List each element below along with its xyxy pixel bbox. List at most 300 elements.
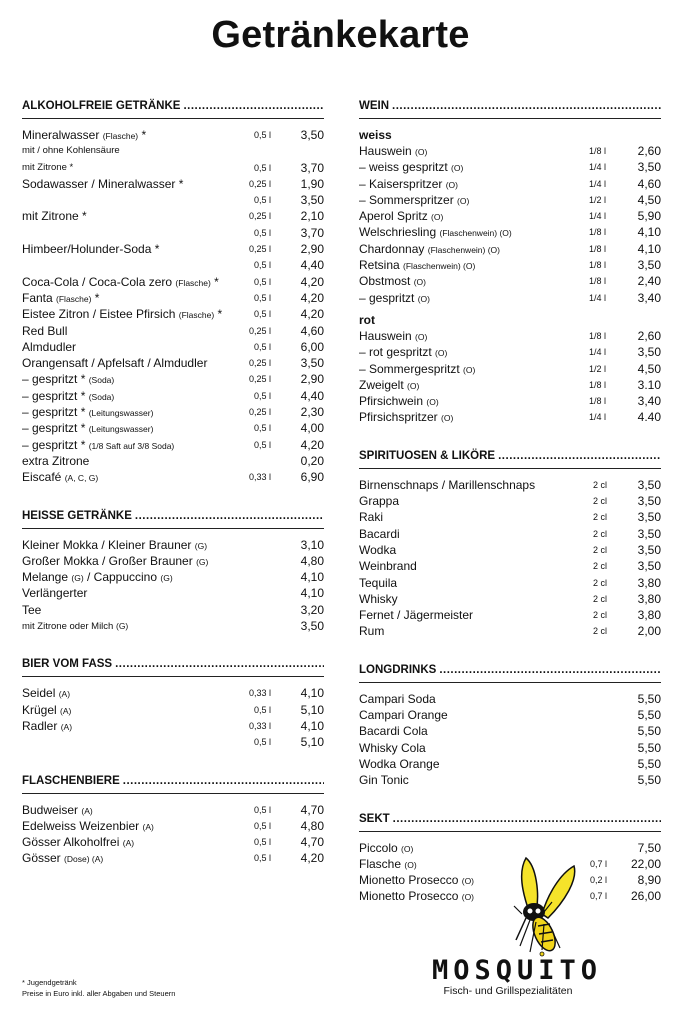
item-price: 4,50	[637, 192, 661, 207]
item-note: (Flasche)	[102, 131, 139, 141]
item-note: (O)	[445, 179, 458, 190]
menu-item	[22, 553, 324, 569]
item-name: Gin Tonic	[359, 773, 409, 788]
item-price: 5,50	[637, 773, 661, 788]
item-price: 3,50	[637, 542, 661, 557]
item-name: Mineralwasser (Flasche) *	[22, 128, 147, 142]
item-price: 4,40	[300, 388, 324, 403]
section-heisse-getraenke	[22, 506, 324, 635]
menu-item	[22, 702, 324, 718]
item-volume: 1/8 l	[588, 379, 606, 390]
item-price: 4,00	[300, 421, 324, 436]
item-name: – gespritzt * (Soda)	[22, 388, 115, 403]
menu-item	[22, 290, 324, 306]
item-price: 7,50	[637, 840, 661, 855]
item-volume: 1/8 l	[588, 227, 606, 238]
item-name: Krügel (A)	[22, 702, 72, 717]
item-note: (O)	[431, 212, 444, 223]
item-note: (1/8 Saft auf 3/8 Soda)	[88, 440, 175, 451]
item-name: Obstmost (O)	[359, 274, 426, 289]
menu-item	[359, 241, 661, 257]
menu-item	[359, 756, 661, 772]
menu-item	[359, 723, 661, 739]
item-name: Melange (G) / Cappuccino (G)	[22, 570, 173, 585]
item-price: 2,90	[300, 372, 324, 387]
item-price: 2,00	[637, 624, 661, 639]
item-name: Retsina (Flaschenwein) (O)	[359, 258, 476, 273]
section-heading: FLASCHENBIERE .....	[22, 771, 324, 791]
item-price: 4,80	[300, 553, 324, 568]
menu-item	[22, 469, 324, 485]
section-longdrinks	[359, 660, 661, 789]
item-volume: 2 cl	[592, 593, 607, 604]
item-name: – gespritzt (O)	[359, 290, 430, 305]
item-volume: 0,5 l	[253, 853, 271, 864]
item-price: 3,50	[637, 345, 661, 360]
item-volume: 0,5 l	[253, 260, 271, 271]
item-price: 4,10	[637, 241, 661, 256]
menu-item	[359, 707, 661, 723]
menu-item	[22, 818, 324, 834]
item-name: Fanta (Flasche) *	[22, 290, 100, 305]
item-name: Chardonnay (Flaschenwein) (O)	[359, 241, 501, 256]
item-name: – gespritzt * (Leitungswasser)	[22, 405, 154, 420]
page-title: Getränkekarte	[211, 14, 470, 56]
item-note: (O)	[401, 843, 414, 854]
item-price: 3,50	[637, 494, 661, 509]
menu-item	[22, 160, 324, 176]
section-divider	[22, 676, 324, 677]
item-note: (G)	[196, 556, 209, 567]
menu-item	[22, 850, 324, 866]
subheading-rot: rot	[359, 312, 375, 327]
item-note: (O)	[463, 364, 476, 375]
item-name: Almdudler	[22, 339, 77, 354]
item-name: Red Bull	[22, 323, 68, 338]
item-volume: 0,5 l	[253, 439, 271, 450]
item-volume: 1/4 l	[588, 211, 606, 222]
item-name: Mionetto Prosecco (O)	[359, 873, 475, 888]
logo-wordmark: MOSQUITO	[432, 955, 603, 986]
item-price: 3,80	[637, 608, 661, 623]
item-name: Eiscafé (A, C, G)	[22, 470, 99, 485]
item-volume: 0,5 l	[253, 837, 271, 848]
item-volume: 0,5 l	[253, 737, 271, 748]
item-volume: 0,5 l	[253, 130, 271, 140]
section-heading: SPIRITUOSEN & LIKÖRE .....	[359, 446, 661, 466]
item-name: Tee	[22, 602, 42, 617]
menu-item	[22, 437, 324, 453]
item-volume: 0,5 l	[253, 162, 271, 173]
footnote-youth-drink: * Jugendgetränk	[22, 978, 77, 987]
item-name: Orangensaft / Apfelsaft / Almdudler	[22, 356, 208, 371]
menu-item	[22, 274, 324, 290]
item-volume: 0,7 l	[589, 891, 607, 902]
item-name: extra Zitrone	[22, 453, 90, 468]
item-price: 5,50	[637, 740, 661, 755]
item-price: 3,70	[300, 225, 324, 240]
item-price: 3,80	[637, 591, 661, 606]
menu-item	[22, 585, 324, 601]
section-divider	[359, 118, 661, 119]
item-note: (O)	[415, 147, 428, 157]
item-volume: 1/4 l	[588, 292, 606, 303]
item-note: (Flaschenwein) (O)	[403, 261, 476, 272]
menu-item	[22, 718, 324, 734]
item-price: 5,10	[300, 702, 324, 717]
section-heading: BIER VOM FASS .....	[22, 654, 324, 674]
item-price: 3,50	[637, 160, 661, 175]
menu-item	[22, 257, 324, 273]
item-price: 3,50	[637, 526, 661, 541]
menu-item	[359, 526, 661, 542]
item-name: Edelweiss Weizenbier (A)	[22, 818, 154, 833]
menu-item	[22, 834, 324, 850]
section-flaschenbiere	[22, 771, 324, 867]
item-price: 0,20	[300, 453, 324, 468]
item-volume: 2 cl	[592, 512, 607, 523]
menu-item	[359, 159, 661, 175]
menu-item	[22, 241, 324, 257]
item-price: 3,50	[637, 510, 661, 525]
item-price: 3,50	[300, 128, 324, 142]
item-name: – gespritzt * (Leitungswasser)	[22, 421, 154, 436]
item-name: Bacardi	[359, 526, 400, 541]
item-name: Himbeer/Holunder-Soda *	[22, 242, 160, 257]
item-price: 26,00	[630, 889, 661, 904]
menu-item	[359, 290, 661, 306]
item-volume: 1/8 l	[588, 243, 606, 254]
item-price: 2,60	[637, 144, 661, 158]
menu-item	[359, 192, 661, 208]
menu-item	[22, 802, 324, 818]
left-column	[22, 96, 324, 867]
item-note: (A)	[58, 689, 71, 700]
item-note: (Leitungswasser)	[88, 408, 154, 419]
menu-item	[359, 257, 661, 273]
item-price: 3,50	[300, 193, 324, 208]
item-volume: 1/8 l	[588, 330, 606, 341]
item-volume: 1/2 l	[588, 194, 606, 205]
item-price: 5,50	[637, 691, 661, 706]
item-price: 3,50	[637, 559, 661, 574]
menu-item	[22, 602, 324, 618]
item-name: Gösser (Dose) (A)	[22, 851, 104, 866]
section-divider	[22, 118, 324, 119]
item-price: 4,70	[300, 802, 324, 817]
menu-item	[359, 772, 661, 788]
item-note: (O)	[417, 293, 430, 304]
item-volume: 1/8 l	[588, 396, 606, 407]
item-note: (Flaschenwein) (O)	[427, 244, 501, 255]
section-divider	[359, 682, 661, 683]
item-name: – Sommergespritzt (O)	[359, 361, 476, 376]
item-price: 3.10	[637, 377, 661, 392]
item-price: 4,60	[300, 323, 324, 338]
item-price: 2,10	[300, 209, 324, 224]
item-volume: 0,25 l	[248, 374, 271, 385]
item-note: (A)	[60, 705, 72, 716]
item-volume: 0,33 l	[248, 472, 271, 483]
item-price: 4,20	[300, 307, 324, 322]
menu-item	[359, 509, 661, 525]
item-note: (O)	[407, 380, 420, 391]
item-volume: 1/4 l	[588, 162, 606, 173]
logo-tagline: Fisch- und Grillspezialitäten	[443, 985, 573, 997]
item-name: Hauswein (O)	[359, 144, 428, 158]
item-price: 4,20	[300, 437, 324, 452]
item-note: (Soda)	[88, 391, 115, 402]
item-name: Sodawasser / Mineralwasser *	[22, 176, 184, 191]
item-name: – rot gespritzt (O)	[359, 345, 448, 360]
menu-item	[359, 143, 661, 159]
item-name: Birnenschnaps / Marillenschnaps	[359, 477, 536, 492]
item-price: 1,90	[300, 176, 324, 191]
section-divider	[359, 831, 661, 832]
item-price: 3,20	[300, 602, 324, 617]
section-divider	[22, 528, 324, 529]
menu-item	[359, 377, 661, 393]
item-price: 3,40	[637, 290, 661, 305]
item-price: 3,50	[300, 619, 324, 634]
item-volume: 1/8 l	[588, 276, 606, 287]
item-price: 5,50	[637, 756, 661, 771]
item-note: (Flasche)	[56, 293, 92, 304]
menu-item	[22, 404, 324, 420]
subheading-weiss: weiss	[359, 128, 392, 142]
item-name: Pfirsichwein (O)	[359, 394, 439, 409]
section-wein	[359, 96, 661, 426]
item-note: (O)	[441, 413, 454, 424]
item-name: Bacardi Cola	[359, 724, 428, 739]
item-price: 4,10	[300, 570, 324, 585]
menu-item	[359, 176, 661, 192]
item-name: mit Zitrone *	[22, 209, 87, 224]
section-bier-vom-fass	[22, 654, 324, 750]
item-price: 4,10	[300, 718, 324, 733]
item-price: 22,00	[630, 856, 661, 871]
item-note: (O)	[461, 892, 475, 903]
item-name: Verlängerter	[22, 586, 88, 601]
item-volume: 0,5 l	[253, 341, 271, 352]
item-note: (A)	[142, 821, 154, 832]
item-name: Flasche (O)	[359, 856, 417, 871]
menu-item	[22, 208, 324, 224]
item-price: 4,50	[637, 361, 661, 376]
item-price: 2,60	[637, 328, 661, 343]
item-price: 5,50	[637, 724, 661, 739]
item-name: Weinbrand	[359, 559, 417, 574]
item-price: 3,80	[637, 575, 661, 590]
item-name: Gösser Alkoholfrei (A)	[22, 835, 135, 850]
menu-item	[359, 393, 661, 409]
item-name: mit Zitrone oder Milch (G)	[22, 621, 129, 633]
item-volume: 0,25 l	[248, 358, 271, 369]
item-volume: 0,5 l	[253, 820, 271, 831]
menu-item	[22, 569, 324, 585]
item-note: (O)	[435, 348, 448, 359]
right-column	[359, 96, 661, 905]
item-price: 4,80	[300, 818, 324, 833]
item-volume: 1/8 l	[588, 146, 606, 156]
item-name: Fernet / Jägermeister	[359, 608, 474, 623]
menu-item	[22, 323, 324, 339]
item-volume: 0,25 l	[248, 407, 271, 418]
menu-item	[359, 273, 661, 289]
item-price: 2,40	[637, 274, 661, 289]
item-price: 2,30	[300, 405, 324, 420]
item-name: Hauswein (O)	[359, 328, 428, 343]
item-price: 3,40	[637, 394, 661, 409]
item-name: mit / ohne Kohlensäure	[22, 145, 120, 157]
item-name: – gespritzt * (1/8 Saft auf 3/8 Soda)	[22, 437, 175, 452]
item-volume: 2 cl	[592, 561, 607, 572]
item-price: 4,70	[300, 835, 324, 850]
menu-item	[359, 361, 661, 377]
menu-item	[359, 591, 661, 607]
item-note: (Dose) (A)	[64, 854, 104, 865]
item-price: 4,20	[300, 274, 324, 289]
item-price: 4,10	[300, 686, 324, 701]
footnote-prices: Preise in Euro inkl. aller Abgaben und Steuern	[22, 989, 176, 998]
menu-item	[359, 328, 661, 344]
item-volume: 0,5 l	[253, 309, 271, 320]
item-price: 6,00	[300, 339, 324, 354]
menu-item	[22, 453, 324, 469]
item-name: Kleiner Mokka / Kleiner Brauner (G)	[22, 537, 208, 552]
item-volume: 2 cl	[592, 496, 607, 507]
menu-item	[22, 388, 324, 404]
menu-item	[22, 537, 324, 553]
menu-item	[359, 623, 661, 639]
item-name: Whisky	[359, 591, 398, 606]
item-volume: 0,5 l	[253, 292, 271, 303]
item-volume: 0,2 l	[589, 875, 607, 886]
item-name: – Sommerspritzer (O)	[359, 192, 470, 207]
item-price: 4.40	[637, 410, 661, 425]
menu-item	[22, 734, 324, 750]
item-name: – Kaiserspritzer (O)	[359, 176, 458, 191]
menu-item	[359, 691, 661, 707]
item-volume: 2 cl	[592, 528, 607, 539]
item-note: (O)	[451, 163, 464, 174]
item-volume: 0,33 l	[248, 688, 271, 699]
item-volume: 0,5 l	[253, 423, 271, 434]
item-note: (Flasche)	[175, 277, 211, 288]
menu-item	[359, 558, 661, 574]
menu-item	[22, 225, 324, 241]
menu-item	[359, 477, 661, 493]
item-price: 3,50	[300, 356, 324, 371]
item-volume: 0,25 l	[248, 178, 271, 189]
item-name: Wodka Orange	[359, 756, 440, 771]
item-note: (Soda)	[88, 375, 115, 386]
section-spirituosen	[359, 446, 661, 640]
item-name: Rum	[359, 624, 385, 639]
item-price: 4,60	[637, 176, 661, 191]
item-price: 5,10	[300, 735, 324, 750]
item-name: Radler (A)	[22, 718, 73, 733]
item-price: 4,20	[300, 851, 324, 866]
item-price: 6,90	[300, 470, 324, 485]
section-heading: HEISSE GETRÄNKE .....	[22, 506, 324, 526]
item-price: 8,90	[637, 873, 661, 888]
item-volume: 2 cl	[592, 577, 607, 588]
item-volume: 2 cl	[592, 479, 607, 490]
menu-item	[359, 344, 661, 360]
item-name: Tequila	[359, 575, 398, 590]
menu-item	[22, 618, 324, 634]
section-heading: ALKOHOLFREIE GETRÄNKE .....	[22, 96, 324, 116]
menu-item	[22, 143, 324, 159]
item-volume: 0,33 l	[248, 720, 271, 731]
item-name: Mionetto Prosecco (O)	[359, 889, 475, 904]
section-heading: WEIN .....	[359, 96, 661, 116]
menu-item	[359, 542, 661, 558]
item-volume: 2 cl	[592, 544, 607, 555]
item-name: Eistee Zitron / Eistee Pfirsich (Flasche) *	[22, 307, 223, 322]
item-name: Campari Soda	[359, 691, 436, 706]
item-volume: 0,5 l	[253, 390, 271, 401]
item-note: (A)	[60, 721, 73, 732]
item-volume: 0,5 l	[253, 227, 271, 238]
item-volume: 1/2 l	[588, 363, 606, 374]
item-name: Budweiser (A)	[22, 802, 93, 817]
item-note: (A)	[81, 805, 93, 816]
item-name: Welschriesling (Flaschenwein) (O)	[359, 225, 512, 240]
item-price: 3,50	[637, 258, 661, 273]
item-name: mit Zitrone *	[22, 161, 74, 173]
menu-item	[359, 575, 661, 591]
item-note: (O)	[404, 859, 417, 870]
item-volume: 0,5 l	[253, 704, 271, 715]
item-name: Großer Mokka / Großer Brauner (G)	[22, 553, 209, 568]
item-note: (Leitungswasser)	[88, 424, 154, 435]
item-price: 4,10	[637, 225, 661, 240]
menu-item	[359, 409, 661, 425]
item-name: Grappa	[359, 494, 400, 509]
item-volume: 0,25 l	[248, 244, 271, 255]
menu-item	[359, 740, 661, 756]
menu-item	[22, 306, 324, 322]
item-note: (O)	[413, 277, 426, 288]
item-name: – weiss gespritzt (O)	[359, 160, 464, 175]
item-price: 4,10	[300, 586, 324, 601]
item-price: 3,50	[637, 477, 661, 492]
item-volume: 1/4 l	[588, 412, 606, 423]
item-price: 2,90	[300, 242, 324, 257]
item-price: 5,50	[637, 708, 661, 723]
menu-item	[22, 127, 324, 143]
menu-item	[359, 607, 661, 623]
item-note: (O)	[415, 331, 428, 342]
item-price: 5,90	[637, 209, 661, 224]
item-name: Coca-Cola / Coca-Cola zero (Flasche) *	[22, 274, 219, 289]
section-divider	[22, 793, 324, 794]
menu-item	[22, 176, 324, 192]
footnote	[22, 977, 175, 999]
item-volume: 0,7 l	[589, 858, 607, 869]
item-name: Aperol Spritz (O)	[359, 209, 444, 224]
item-note: (A)	[122, 838, 135, 849]
item-name: Wodka	[359, 542, 397, 557]
section-divider	[359, 468, 661, 469]
item-volume: 2 cl	[592, 626, 607, 637]
menu-item	[359, 208, 661, 224]
menu-item	[22, 339, 324, 355]
section-heading: LONGDRINKS .....	[359, 660, 661, 680]
menu-item	[22, 371, 324, 387]
